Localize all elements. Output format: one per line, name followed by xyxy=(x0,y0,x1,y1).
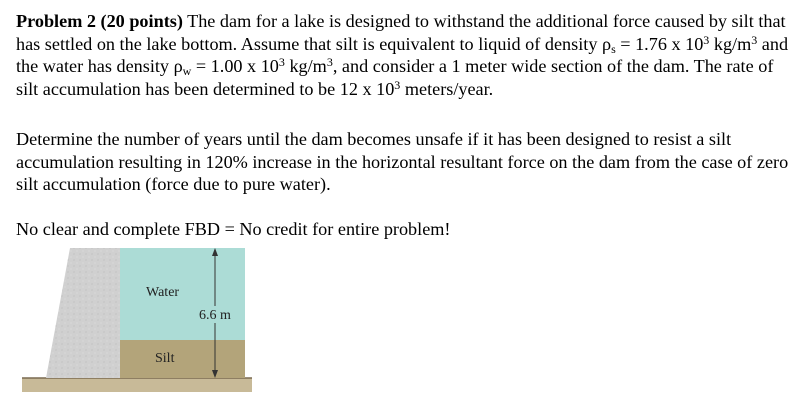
problem-heading: Problem 2 (20 points) xyxy=(16,11,183,31)
intro-text-6: kg/m xyxy=(284,56,327,76)
intro-text-3: kg/m xyxy=(709,33,752,54)
intro-text-8: meters/year. xyxy=(400,78,494,99)
rho-symbol: ρ xyxy=(601,33,612,54)
dam-figure xyxy=(0,240,260,417)
rho-symbol: ρ xyxy=(173,56,183,76)
intro-text-7: , and consider a 1 meter wide section of the dam. The rate of silt accumulation has been determined to be 12 x 10 xyxy=(16,56,774,99)
problem-statement xyxy=(16,10,794,100)
superscript-3: 3 xyxy=(751,32,758,47)
intro-text-5: = 1.00 x 10 xyxy=(191,56,279,76)
silt-label: Silt xyxy=(155,351,175,366)
subscript-s: s xyxy=(611,41,616,56)
height-label: 6.6 m xyxy=(199,308,231,323)
superscript-3: 3 xyxy=(278,55,285,69)
superscript-3: 3 xyxy=(703,32,710,47)
subscript-w: w xyxy=(182,64,192,78)
determine-statement: Determine the number of years until the dam becomes unsafe if it has been designed to resist a silt accumulation resulting in 120% increase in the horizontal resultant force on the dam from the case of zero silt accumulation (force due to pure water). xyxy=(16,129,789,194)
intro-text-4: and the water has density xyxy=(16,33,789,76)
ground xyxy=(22,378,252,392)
water-label: Water xyxy=(146,285,180,300)
silt-region xyxy=(120,340,245,378)
dam-texture xyxy=(46,248,120,378)
intro-text-1: The dam for a lake is designed to withstand the additional force caused by silt that has settled on the lake bottom. Assume that silt is equivalent to liquid of density xyxy=(16,11,786,54)
superscript-3: 3 xyxy=(394,77,401,92)
fbd-note: No clear and complete FBD = No credit for entire problem! xyxy=(16,219,451,239)
superscript-3: 3 xyxy=(326,55,333,69)
water-region xyxy=(120,248,245,340)
intro-text-2: = 1.76 x 10 xyxy=(615,33,704,54)
